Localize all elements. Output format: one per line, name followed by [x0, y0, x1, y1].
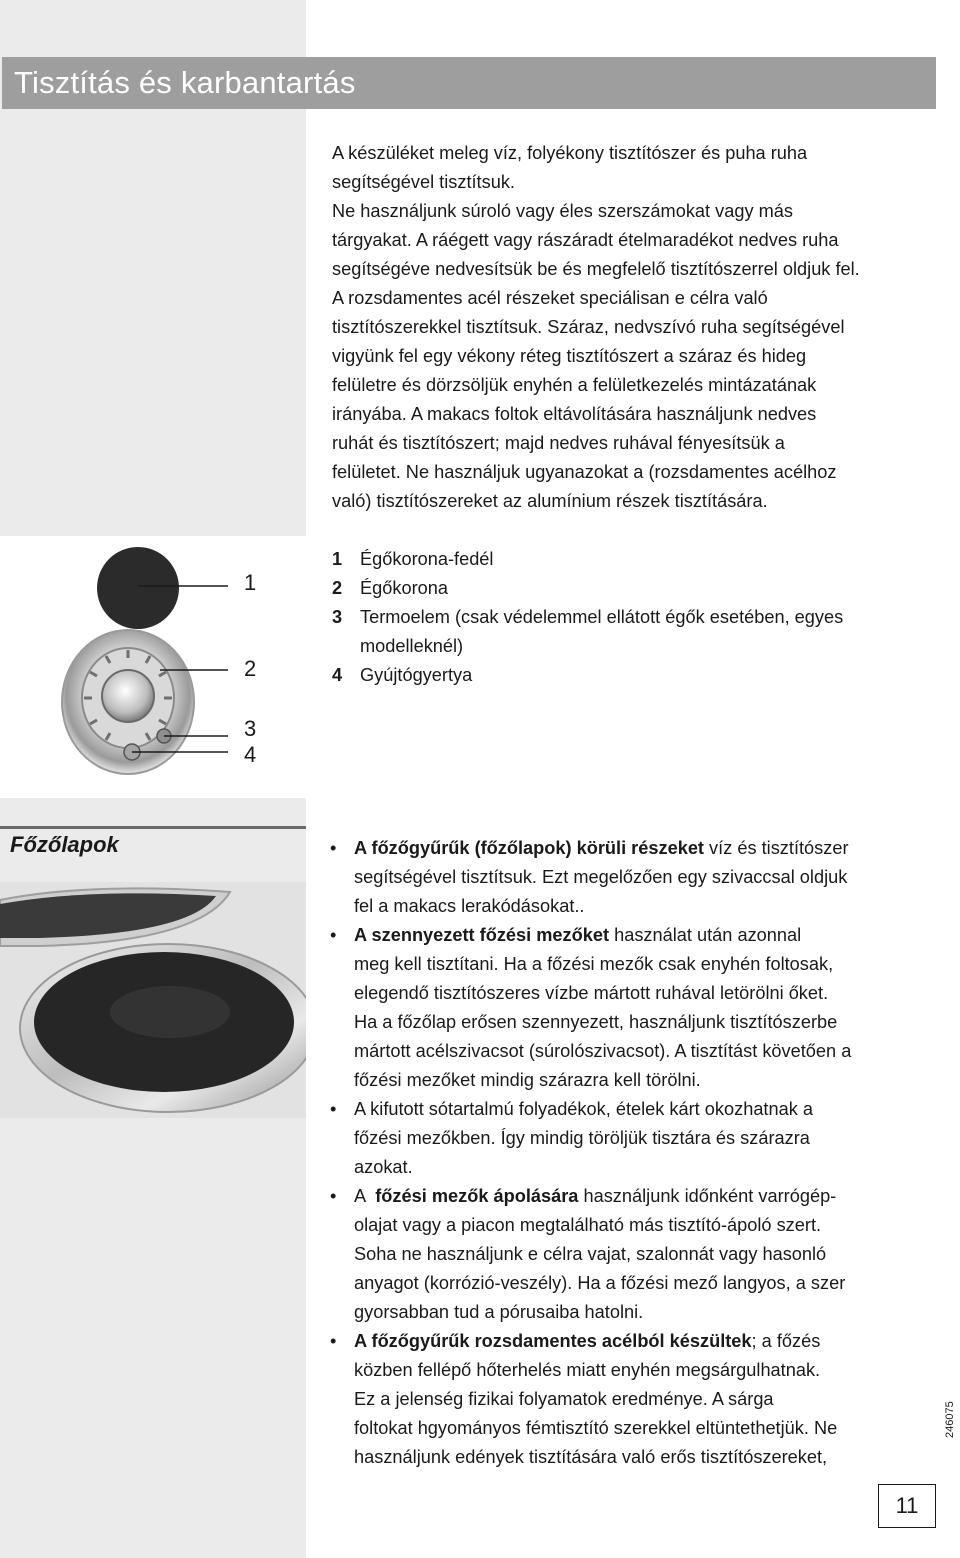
intro-line: irányába. A makacs foltok eltávolítására használjunk nedves [332, 404, 817, 424]
bullet-text: A kifutott sótartalmú folyadékok, ételek kárt okozhatnak a [354, 1099, 813, 1119]
figure-label-2: 2 [244, 656, 257, 681]
intro-line: Ne használjunk súroló vagy éles szerszámokat vagy más [332, 201, 793, 221]
figure-label-3: 3 [244, 716, 257, 741]
bullet-text: olajat vagy a piacon megtalálható más tisztító-ápoló szert. [354, 1215, 822, 1235]
page-title: Tisztítás és karbantartás [2, 57, 936, 109]
legend-text [360, 603, 942, 661]
bullet-emphasis: A főzőgyűrűk rozsdamentes acélból készültek [354, 1331, 752, 1351]
page-number: 11 [878, 1484, 936, 1528]
bullet-text: főzési mezőkben. Így mindig töröljük tisztára és szárazra [354, 1128, 810, 1148]
bullet-emphasis: főzési mezők ápolására [375, 1186, 579, 1206]
bullet-symbol: • [330, 925, 337, 945]
list-item [330, 834, 930, 921]
document-code: 246075 [944, 1401, 956, 1438]
intro-line: vigyünk fel egy vékony réteg tisztítószert a száraz és hideg [332, 346, 807, 366]
legend-item [332, 545, 942, 574]
legend-text: Gyújtógyertya [360, 665, 473, 685]
legend-text-line: modelleknél) [360, 636, 464, 656]
list-item [330, 1095, 930, 1182]
intro-line: tisztítószerekkel tisztítsuk. Száraz, nedvszívó ruha segítségével [332, 317, 845, 337]
intro-line: való) tisztítószereket az alumínium részek tisztítására. [332, 491, 768, 511]
legend-item [332, 574, 942, 603]
bullet-symbol: • [330, 1331, 337, 1351]
bullet-text: segítségével tisztítsuk. Ezt megelőzően egy szivaccsal oldjuk [354, 867, 848, 887]
bullet-text: gyorsabban tud a pórusaiba hatolni. [354, 1302, 644, 1322]
burner-cap [97, 547, 179, 629]
bullet-text: víz és tisztítószer [704, 838, 849, 858]
bullet-text: meg kell tisztítani. Ha a főzési mezők csak enyhén foltosak, [354, 954, 834, 974]
section-divider [0, 826, 306, 829]
legend-text-line: Termoelem (csak védelemmel ellátott égők esetében, egyes [360, 607, 844, 627]
bullet-text: főzési mezőket mindig szárazra kell törölni. [354, 1070, 701, 1090]
bullet-text: Ha a főzőlap erősen szennyezett, használjunk tisztítószerbe [354, 1012, 838, 1032]
bullet-text: foltokat hgyományos fémtisztító szerekkel eltüntethetjük. Ne [354, 1418, 838, 1438]
bullet-symbol: • [330, 1186, 337, 1206]
bullet-text: A [354, 1186, 376, 1206]
parts-legend [332, 545, 942, 690]
bullet-text: Ez a jelenség fizikai folyamatok eredménye. A sárga [354, 1389, 774, 1409]
intro-paragraph [332, 139, 932, 516]
intro-line: felületet. Ne használjuk ugyanazokat a (rozsdamentes acélhoz [332, 462, 837, 482]
legend-item [332, 661, 942, 690]
intro-line: segítségével tisztítsuk. [332, 172, 515, 192]
figure-label-1: 1 [244, 570, 257, 595]
legend-text: Égőkorona-fedél [360, 549, 494, 569]
figure-label-4: 4 [244, 742, 257, 767]
bullet-symbol: • [330, 838, 337, 858]
bullet-text: azokat. [354, 1157, 413, 1177]
bullet-text: fel a makacs lerakódásokat.. [354, 896, 585, 916]
intro-line: ruhát és tisztítószert; majd nedves ruhával fényesítsük a [332, 433, 785, 453]
hotplate-illustration [0, 882, 306, 1118]
intro-line: segítségéve nedvesítsük be és megfelelő tisztítószerrel oldjuk fel. [332, 259, 860, 279]
bullet-symbol: • [330, 1099, 337, 1119]
hotplate-care-list [330, 834, 930, 1472]
bullet-emphasis: A főzőgyűrűk (főzőlapok) körüli részeket [354, 838, 704, 858]
bullet-text: elegendő tisztítószeres vízbe mártott ruhával letörölni őket. [354, 983, 829, 1003]
section-title: Főzőlapok [10, 832, 119, 857]
list-item [330, 1182, 930, 1327]
bullet-text: használjunk edények tisztítására való erős tisztítószereket, [354, 1447, 828, 1467]
bullet-text: ; a főzés [751, 1331, 821, 1351]
bullet-text: mártott acélszivacsot (súrolószivacsot). A tisztítást követően a [354, 1041, 852, 1061]
intro-line: tárgyakat. A ráégett vagy rászáradt ételmaradékot nedves ruha [332, 230, 839, 250]
bullet-text: Soha ne használjunk e célra vajat, szalonnát vagy hasonló [354, 1244, 827, 1264]
legend-item [332, 603, 942, 661]
list-item [330, 921, 930, 1095]
legend-text: Égőkorona [360, 578, 448, 598]
burner-core [102, 670, 154, 722]
intro-line: felületre és dörzsöljük enyhén a felületkezelés mintázatának [332, 375, 817, 395]
bullet-emphasis: A szennyezett főzési mezőket [354, 925, 610, 945]
intro-line: A rozsdamentes acél részeket speciálisan e célra való [332, 288, 768, 308]
bullet-text: anyagot (korrózió-veszély). Ha a főzési mező langyos, a szer [354, 1273, 846, 1293]
bullet-text: használjunk időnként varrógép- [578, 1186, 837, 1206]
legend-number: 1 [332, 549, 343, 569]
bullet-text: közben fellépő hőterhelés miatt enyhén megsárgulhatnak. [354, 1360, 821, 1380]
hotplate-center [110, 986, 230, 1038]
bullet-text: használat után azonnal [609, 925, 802, 945]
intro-line: A készüléket meleg víz, folyékony tisztítószer és puha ruha [332, 143, 808, 163]
legend-number: 2 [332, 578, 343, 598]
list-item [330, 1327, 930, 1472]
legend-number: 3 [332, 607, 343, 627]
legend-number: 4 [332, 665, 343, 685]
